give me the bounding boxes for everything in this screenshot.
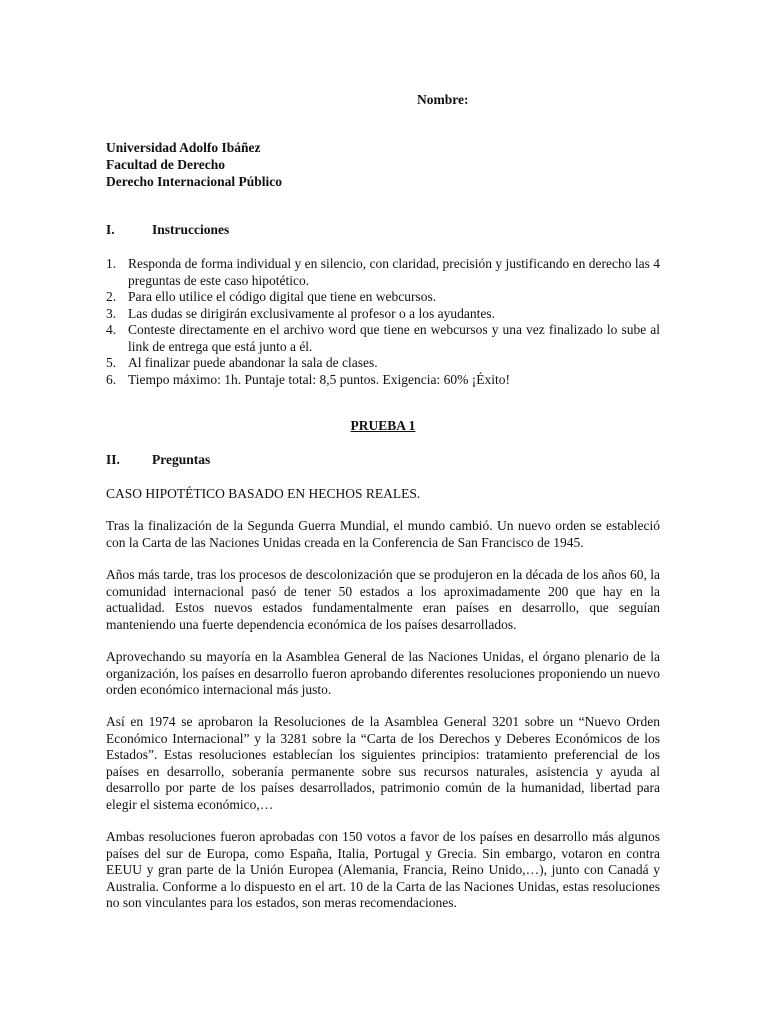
- list-item: 6. Tiempo máximo: 1h. Puntaje total: 8,5 puntos. Exigencia: 60% ¡Éxito!: [106, 371, 510, 387]
- instructions-list: [106, 256, 660, 388]
- section-number: II.: [106, 452, 120, 467]
- section-title: Preguntas: [152, 452, 211, 467]
- paragraph: Años más tarde, tras los procesos de descolonización que se produjeron en la década de los años 60, la comunidad internacional pasó de tener 50 estados a los aproximadamente 200 que hay en la actualidad. Estos nuevos estados fundamentalmente eran países en desarrollo, que seguían manteniendo una fuerte dependencia económica de los países desarrollados.: [106, 567, 660, 632]
- faculty-name: Facultad de Derecho: [106, 157, 225, 172]
- paragraph: Ambas resoluciones fueron aprobadas con 150 votos a favor de los países en desarrollo más algunos países del sur de Europa, como España, Italia, Portugal y Grecia. Sin embargo, votaron en contra EEUU y gran parte de la Unión Europea (Alemania, Francia, Reino Unido,…), junto con Canadá y Australia. Conforme a lo dispuesto en el art. 10 de la Carta de las Naciones Unidas, estas resoluciones no son vinculantes para los estados, son meras recomendaciones.: [106, 829, 660, 910]
- prueba-title: PRUEBA 1: [350, 418, 416, 433]
- section-preguntas-heading: [106, 452, 660, 469]
- section-instrucciones-heading: [106, 222, 660, 239]
- list-item: 1. Responda de forma individual y en silencio, con claridad, precisión y justificando en derecho las 4 preguntas de este caso hipotético.: [106, 256, 660, 288]
- list-item: 4. Conteste directamente en el archivo word que tiene en webcursos y una vez finalizado lo sube al link de entrega que está junto a él.: [106, 322, 660, 354]
- paragraph: Aprovechando su mayoría en la Asamblea General de las Naciones Unidas, el órgano plenario de la organización, los países en desarrollo fueron aprobando diferentes resoluciones proponiendo un nuevo orden económico internacional más justo.: [106, 649, 660, 697]
- university-name: Universidad Adolfo Ibáñez: [106, 140, 261, 155]
- list-item: 3. Las dudas se dirigirán exclusivamente al profesor o a los ayudantes.: [106, 305, 496, 321]
- list-item: 5. Al finalizar puede abandonar la sala de clases.: [106, 355, 378, 370]
- list-item: 2. Para ello utilice el código digital que tiene en webcursos.: [106, 289, 437, 304]
- section-number: I.: [106, 222, 115, 237]
- course-name: Derecho Internacional Público: [106, 174, 282, 189]
- case-title: CASO HIPOTÉTICO BASADO EN HECHOS REALES.: [106, 486, 421, 501]
- paragraph: Tras la finalización de la Segunda Guerra Mundial, el mundo cambió. Un nuevo orden se estableció con la Carta de las Naciones Unidas creada en la Conferencia de San Francisco de 1945.: [106, 518, 660, 550]
- header-block: [106, 140, 282, 191]
- section-title: Instrucciones: [152, 222, 230, 237]
- nombre-label: Nombre:: [417, 92, 469, 107]
- paragraph: Así en 1974 se aprobaron la Resoluciones de la Asamblea General 3201 sobre un “Nuevo Orden Económico Internacional” y la 3281 sobre la “Carta de los Derechos y Deberes Económicos de los Estados”. Estas resoluciones establecían los siguientes principios: tratamiento preferencial de los países en desarrollo, soberanía permanente sobre sus recursos naturales, asistencia y ayuda al desarrollo por parte de los países desarrollados, patrimonio común de la humanidad, libertad para elegir el sistema económico,…: [106, 714, 660, 812]
